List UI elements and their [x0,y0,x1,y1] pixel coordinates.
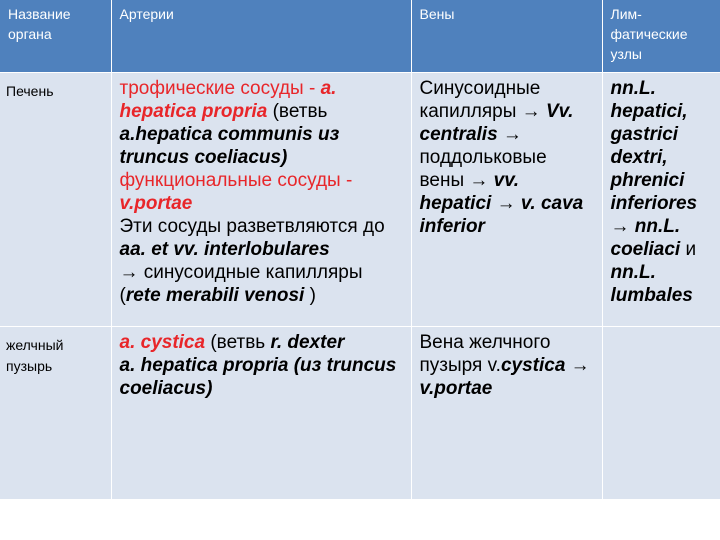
branching-text: Эти сосуды разветвляются до [119,216,385,237]
header-organ-label: Название органа [8,6,71,42]
arteries-gallbladder-text [112,327,411,400]
header-lymph [602,0,720,73]
cell-lymph-liver [602,73,720,327]
veins-liver-text [412,73,602,238]
vena-cava-inferior: v. cava inferior [419,193,584,237]
cystic-source-artery: a. hepatica propria [119,355,289,376]
functional-vessel: v.portae [119,193,193,214]
functional-label: функциональные сосуды - [119,170,353,191]
hepatic-veins: vv. hepatici [419,170,520,214]
organ-liver: Печень [6,83,54,99]
veins-gallbladder-text [412,327,602,400]
header-lymph-label: Лим-фатические узлы [610,6,688,62]
header-organ [0,0,111,73]
lymph-nodes-liver: nn.L. hepatici, gastrici dextri, phrenici inferiores → nn.L. coeliaci [610,78,698,260]
sinusoid-text: → синусоидные капилляры ( [119,262,363,306]
cystic-vein: cystica [500,355,566,376]
arteries-liver-text [112,73,411,307]
lymph-liver-and: и [680,239,697,260]
veins-liver-p2: → поддольковые вены → [419,124,547,191]
header-arteries [111,0,411,73]
veins-liver-p3: → [491,193,521,214]
cell-lymph-gallbladder [602,327,720,500]
cell-veins-liver [411,73,602,327]
cystic-paren: (ветвь [205,332,271,353]
header-veins-label: Вены [419,6,455,22]
lymph-liver-text [603,73,720,307]
rete-term: rete merabili venosi [125,285,305,306]
veins-gallbladder-p2: → [565,355,590,376]
lymph-nodes-lumbar: nn.L. lumbales [610,262,693,306]
cell-organ-gallbladder [0,327,111,500]
table-row-liver [0,73,720,327]
cell-veins-gallbladder [411,327,602,500]
portal-vein: v.portae [419,378,493,399]
cell-arteries-gallbladder [111,327,411,500]
header-row [0,0,720,73]
cystic-source-tail: (из truncus coeliacus) [119,355,397,399]
cell-organ-liver [0,73,111,327]
central-veins: Vv. centralis [419,101,574,145]
veins-gallbladder-p1: Вена желчного пузыря v. [419,332,551,376]
trophic-label: трофические сосуды - [119,78,321,99]
cystic-branch: r. dexter [270,332,345,353]
trophic-artery: a. hepatica propria [119,78,337,122]
veins-liver-p1: Синусоидные капилляры → [419,78,546,122]
sinusoid-end: ) [304,285,316,306]
trophic-origin: a.hepatica communis из truncus coeliacus) [119,124,340,168]
cystic-artery: a. cystica [119,332,206,353]
header-veins [411,0,602,73]
trophic-paren: (ветвь [267,101,328,122]
cell-arteries-liver [111,73,411,327]
organ-gallbladder: желчный пузырь [6,337,64,374]
interlobular-vessels: aa. et vv. interlobulares [119,239,330,260]
table-row-gallbladder [0,327,720,500]
header-arteries-label: Артерии [119,6,174,22]
